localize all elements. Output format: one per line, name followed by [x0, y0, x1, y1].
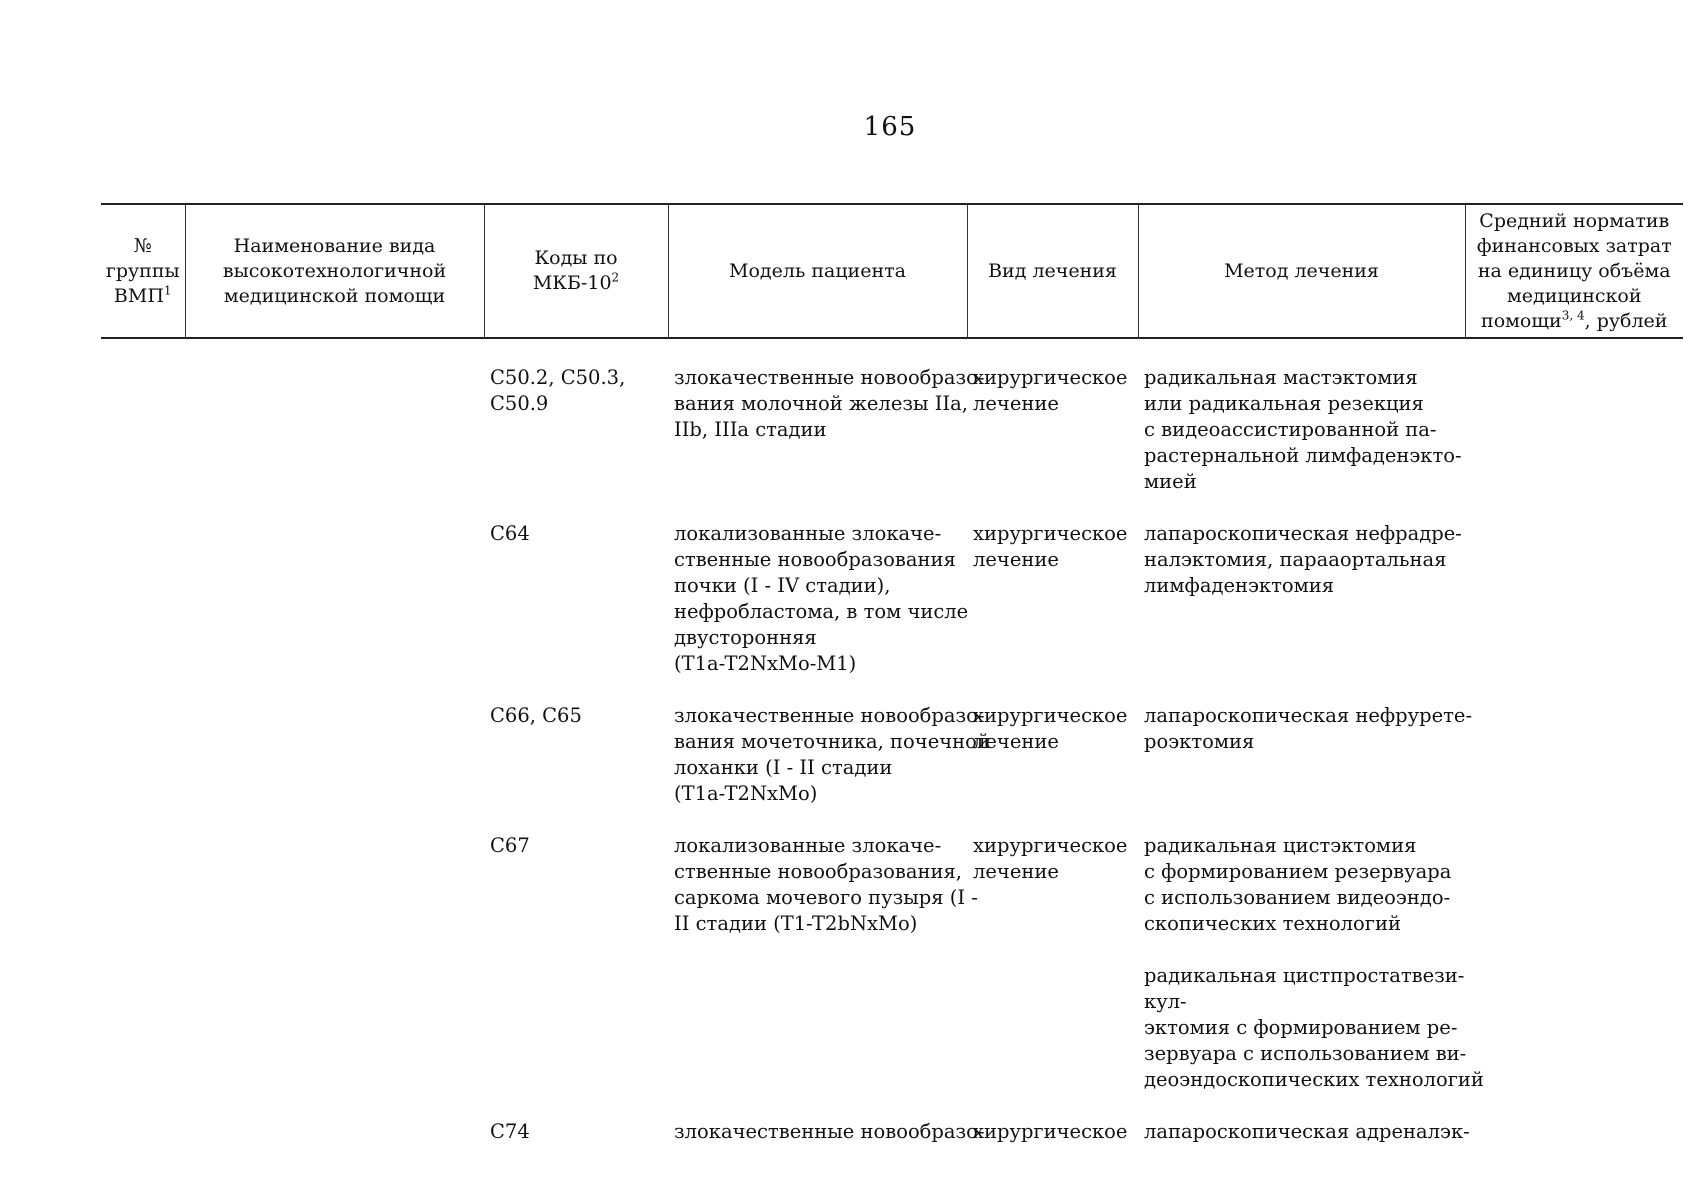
method-block — [1144, 833, 1460, 937]
method-line: лапароскопическая нефрурете- — [1144, 704, 1473, 727]
cell-model-line: саркома мочевого пузыря (I - — [674, 886, 978, 909]
method-block — [1144, 1119, 1470, 1145]
cell-method — [1138, 495, 1465, 677]
table-body — [101, 338, 1683, 1145]
cell-model-line: злокачественные новообразо- — [674, 704, 985, 727]
header-method: Метод лечения — [1138, 204, 1465, 338]
cell-model-line: (T1a-T2NxMo) — [674, 782, 818, 805]
cell-model-line: IIb, IIIa стадии — [674, 418, 827, 441]
table-row — [101, 677, 1683, 807]
cell-codes-line: C64 — [490, 522, 530, 545]
cell-model — [668, 495, 967, 677]
cell-codes — [484, 495, 668, 677]
cell-treatment — [967, 677, 1138, 807]
cell-model-line: почки (I - IV стадии), — [674, 574, 891, 597]
cell-treatment-line: лечение — [973, 860, 1059, 883]
method-line: лапароскопическая нефрадре- — [1144, 522, 1462, 545]
cell-model-line: локализованные злокаче- — [674, 834, 942, 857]
method-line: с использованием видеоэндо- — [1144, 886, 1451, 909]
method-line: налэктомия, парааортальная — [1144, 548, 1447, 571]
cell-group — [101, 807, 185, 1093]
cell-model-line: лоханки (I - II стадии — [674, 756, 893, 779]
method-block — [1144, 703, 1473, 755]
table-header-row — [101, 204, 1683, 338]
cell-cost — [1465, 338, 1683, 495]
cell-cost — [1465, 495, 1683, 677]
method-line: с видеоассистированной па- — [1144, 418, 1437, 441]
table-row — [101, 1093, 1683, 1145]
cell-name — [185, 807, 484, 1093]
cell-codes-line: C66, C65 — [490, 704, 582, 727]
header-name: Наименование вида высокотехнологичной медицинской помощи — [185, 204, 484, 338]
vmp-table — [101, 203, 1683, 1145]
cell-model-line: II стадии (T1-T2bNxMo) — [674, 912, 918, 935]
method-block — [1144, 937, 1484, 1093]
header-group: № группы ВМП$^1$ — [101, 204, 185, 338]
method-line: лапароскопическая адреналэк- — [1144, 1120, 1470, 1143]
cell-codes-line: C67 — [490, 834, 530, 857]
cell-treatment — [967, 338, 1138, 495]
cell-codes — [484, 807, 668, 1093]
cell-name — [185, 677, 484, 807]
method-line: скопических технологий — [1144, 912, 1401, 935]
method-line: радикальная цистэктомия — [1144, 834, 1417, 857]
cell-model-line: злокачественные новообразо- — [674, 1120, 985, 1143]
cell-treatment — [967, 495, 1138, 677]
cell-group — [101, 677, 185, 807]
table-row — [101, 495, 1683, 677]
method-block — [1144, 521, 1460, 599]
method-line: эктомия с формированием ре- — [1144, 1016, 1458, 1039]
cell-codes — [484, 677, 668, 807]
cell-model-line: злокачественные новообразо- — [674, 366, 985, 389]
cell-model — [668, 1093, 985, 1145]
method-line: мией — [1144, 470, 1197, 493]
cell-codes — [484, 1093, 668, 1145]
method-line: зервуара с использованием ви- — [1144, 1042, 1467, 1065]
cell-name — [185, 1093, 484, 1145]
cell-group — [101, 338, 185, 495]
cell-model-line: двусторонняя — [674, 626, 817, 649]
cell-model-line: нефробластома, в том числе — [674, 600, 969, 623]
header-model: Модель пациента — [668, 204, 967, 338]
cell-treatment-line: лечение — [973, 730, 1059, 753]
method-line: с формированием резервуара — [1144, 860, 1452, 883]
header-codes: Коды по МКБ-$10^2$ — [484, 204, 668, 338]
cell-codes — [484, 338, 668, 495]
cell-model-line: вания молочной железы IIa, — [674, 392, 968, 415]
cell-name — [185, 338, 484, 495]
cell-codes-line: C50.2, C50.3, — [490, 366, 626, 389]
cell-model — [668, 338, 985, 495]
cell-model-line: (T1a-T2NxMo-M1) — [674, 652, 857, 675]
cell-model-line: локализованные злокаче- — [674, 522, 942, 545]
method-line: лимфаденэктомия — [1144, 574, 1335, 597]
cell-model — [668, 677, 990, 807]
method-line: роэктомия — [1144, 730, 1255, 753]
cell-cost — [1465, 1093, 1683, 1145]
cell-model-line: ственные новообразования — [674, 548, 956, 571]
header-cost: Средний норматив финансовых затрат на единицу объёма медицинской помощи$^{3, 4}$, рублей — [1465, 204, 1683, 338]
cell-treatment-line: хирургическое — [973, 834, 1128, 857]
method-line: радикальная цистпростатвези- — [1144, 964, 1465, 987]
cell-treatment-line: лечение — [973, 392, 1059, 415]
cell-name — [185, 495, 484, 677]
cell-treatment-line: хирургическое — [973, 704, 1128, 727]
method-line: кул- — [1144, 990, 1187, 1013]
page-number: 165 — [863, 112, 917, 142]
header-treatment: Вид лечения — [967, 204, 1138, 338]
cell-group — [101, 1093, 185, 1145]
method-block — [1144, 365, 1460, 495]
cell-codes-line: C74 — [490, 1120, 530, 1143]
method-line: радикальная мастэктомия — [1144, 366, 1418, 389]
cell-group — [101, 495, 185, 677]
cell-model-line: вания мочеточника, почечной — [674, 730, 990, 753]
cell-treatment-line: хирургическое — [973, 1120, 1128, 1143]
method-line: деоэндоскопических технологий — [1144, 1068, 1484, 1091]
cell-treatment-line: лечение — [973, 548, 1059, 571]
cell-cost — [1465, 807, 1683, 1093]
method-line: или радикальная резекция — [1144, 392, 1424, 415]
table-row — [101, 807, 1683, 1093]
cell-method — [1138, 1093, 1470, 1145]
cell-method — [1138, 807, 1484, 1093]
cell-codes-line: C50.9 — [490, 392, 549, 415]
cell-method — [1138, 677, 1473, 807]
cell-method — [1138, 338, 1465, 495]
vmp-table-wrap — [101, 203, 1683, 1145]
cell-treatment-line: хирургическое — [973, 366, 1128, 389]
cell-treatment-line: хирургическое — [973, 522, 1128, 545]
cell-model — [668, 807, 978, 1093]
table-row — [101, 338, 1683, 495]
cell-treatment — [967, 1093, 1138, 1145]
cell-cost — [1465, 677, 1683, 807]
method-line: растернальной лимфаденэкто- — [1144, 444, 1462, 467]
cell-model-line: ственные новообразования, — [674, 860, 962, 883]
cell-treatment — [967, 807, 1138, 1093]
